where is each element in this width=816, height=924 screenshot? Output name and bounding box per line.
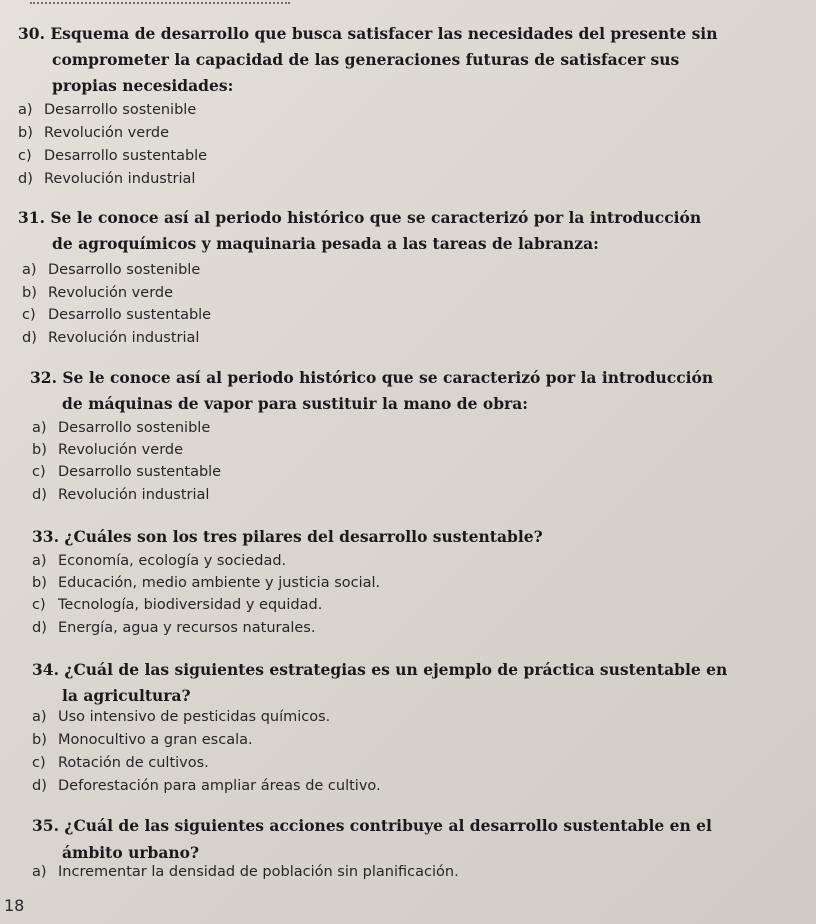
option-text: Incrementar la densidad de población sin planificación.: [58, 864, 459, 880]
option-text: Desarrollo sustentable: [48, 307, 212, 323]
question-32-line-2: de máquinas de vapor para sustituir la mano de obra:: [62, 394, 528, 413]
option-letter: b): [22, 285, 37, 301]
question-32-option-c: [32, 464, 221, 480]
option-letter: a): [32, 709, 47, 725]
option-letter: d): [32, 620, 47, 636]
page-number: 18: [4, 896, 25, 915]
question-33-option-a: [32, 553, 286, 569]
question-32-option-b: [32, 442, 183, 458]
question-33-option-b: [32, 575, 380, 591]
option-text: Revolución verde: [48, 285, 174, 301]
option-text: Revolución industrial: [48, 330, 200, 346]
option-text: Uso intensivo de pesticidas químicos.: [58, 709, 331, 725]
option-letter: a): [32, 420, 47, 436]
option-letter: b): [32, 442, 47, 458]
option-letter: d): [22, 330, 37, 346]
option-text: Revolución verde: [44, 125, 170, 141]
question-34-option-d: [32, 778, 381, 794]
option-letter: c): [32, 464, 46, 480]
question-30-option-d: [18, 171, 195, 187]
question-30-line-2: comprometer la capacidad de las generaciones futuras de satisfacer sus: [52, 50, 680, 69]
question-34-option-b: [32, 732, 253, 748]
option-text: Desarrollo sustentable: [58, 464, 222, 480]
option-text: Desarrollo sustentable: [44, 148, 208, 164]
question-35-option-a: [32, 864, 459, 880]
question-30-line-1: 30. Esquema de desarrollo que busca satisfacer las necesidades del presente sin: [18, 24, 718, 43]
option-text: Rotación de cultivos.: [58, 755, 209, 771]
option-letter: d): [18, 171, 33, 187]
option-text: Economía, ecología y sociedad.: [58, 553, 287, 569]
question-35-line-2: ámbito urbano?: [62, 843, 200, 862]
question-31-option-a: [22, 262, 200, 278]
option-text: Desarrollo sostenible: [44, 102, 197, 118]
question-30-option-c: [18, 148, 207, 164]
question-32-option-a: [32, 420, 210, 436]
question-34-option-c: [32, 755, 209, 771]
option-text: Desarrollo sostenible: [48, 262, 201, 278]
option-text: Energía, agua y recursos naturales.: [58, 620, 316, 636]
question-34-line-2: la agricultura?: [62, 686, 191, 705]
option-letter: a): [18, 102, 33, 118]
question-33-option-c: [32, 597, 322, 613]
option-text: Monocultivo a gran escala.: [58, 732, 253, 748]
question-31-option-c: [22, 307, 211, 323]
option-letter: b): [32, 732, 47, 748]
question-33-line-1: 33. ¿Cuáles son los tres pilares del desarrollo sustentable?: [32, 527, 543, 546]
question-31-option-b: [22, 285, 173, 301]
option-letter: b): [18, 125, 33, 141]
question-34-line-1: 34. ¿Cuál de las siguientes estrategias es un ejemplo de práctica sustentable en: [32, 660, 728, 679]
option-text: Revolución industrial: [44, 171, 196, 187]
question-30-option-b: [18, 125, 169, 141]
option-letter: b): [32, 575, 47, 591]
option-letter: a): [32, 864, 47, 880]
option-letter: c): [32, 755, 46, 771]
option-letter: d): [32, 778, 47, 794]
question-34-option-a: [32, 709, 330, 725]
question-33-option-d: [32, 620, 315, 636]
question-31-line-2: de agroquímicos y maquinaria pesada a las tareas de labranza:: [52, 234, 599, 253]
option-letter: c): [22, 307, 36, 323]
option-text: Revolución industrial: [58, 487, 210, 503]
option-text: Desarrollo sostenible: [58, 420, 211, 436]
option-text: Deforestación para ampliar áreas de cultivo.: [58, 778, 381, 794]
question-32-line-1: 32. Se le conoce así al periodo histórico que se caracterizó por la introducción: [30, 368, 714, 387]
question-32-option-d: [32, 487, 209, 503]
option-text: Tecnología, biodiversidad y equidad.: [58, 597, 323, 613]
option-letter: c): [32, 597, 46, 613]
question-35-line-1: 35. ¿Cuál de las siguientes acciones contribuye al desarrollo sustentable en el: [32, 816, 712, 835]
question-30-option-a: [18, 102, 196, 118]
option-text: Revolución verde: [58, 442, 184, 458]
option-letter: c): [18, 148, 32, 164]
question-31-line-1: 31. Se le conoce así al periodo histórico que se caracterizó por la introducción: [18, 208, 702, 227]
question-30-line-3: propias necesidades:: [52, 76, 234, 95]
option-letter: a): [22, 262, 37, 278]
option-text: Educación, medio ambiente y justicia social.: [58, 575, 381, 591]
question-31-option-d: [22, 330, 199, 346]
option-letter: d): [32, 487, 47, 503]
option-letter: a): [32, 553, 47, 569]
cut-off-text-fragment: [30, 0, 290, 4]
